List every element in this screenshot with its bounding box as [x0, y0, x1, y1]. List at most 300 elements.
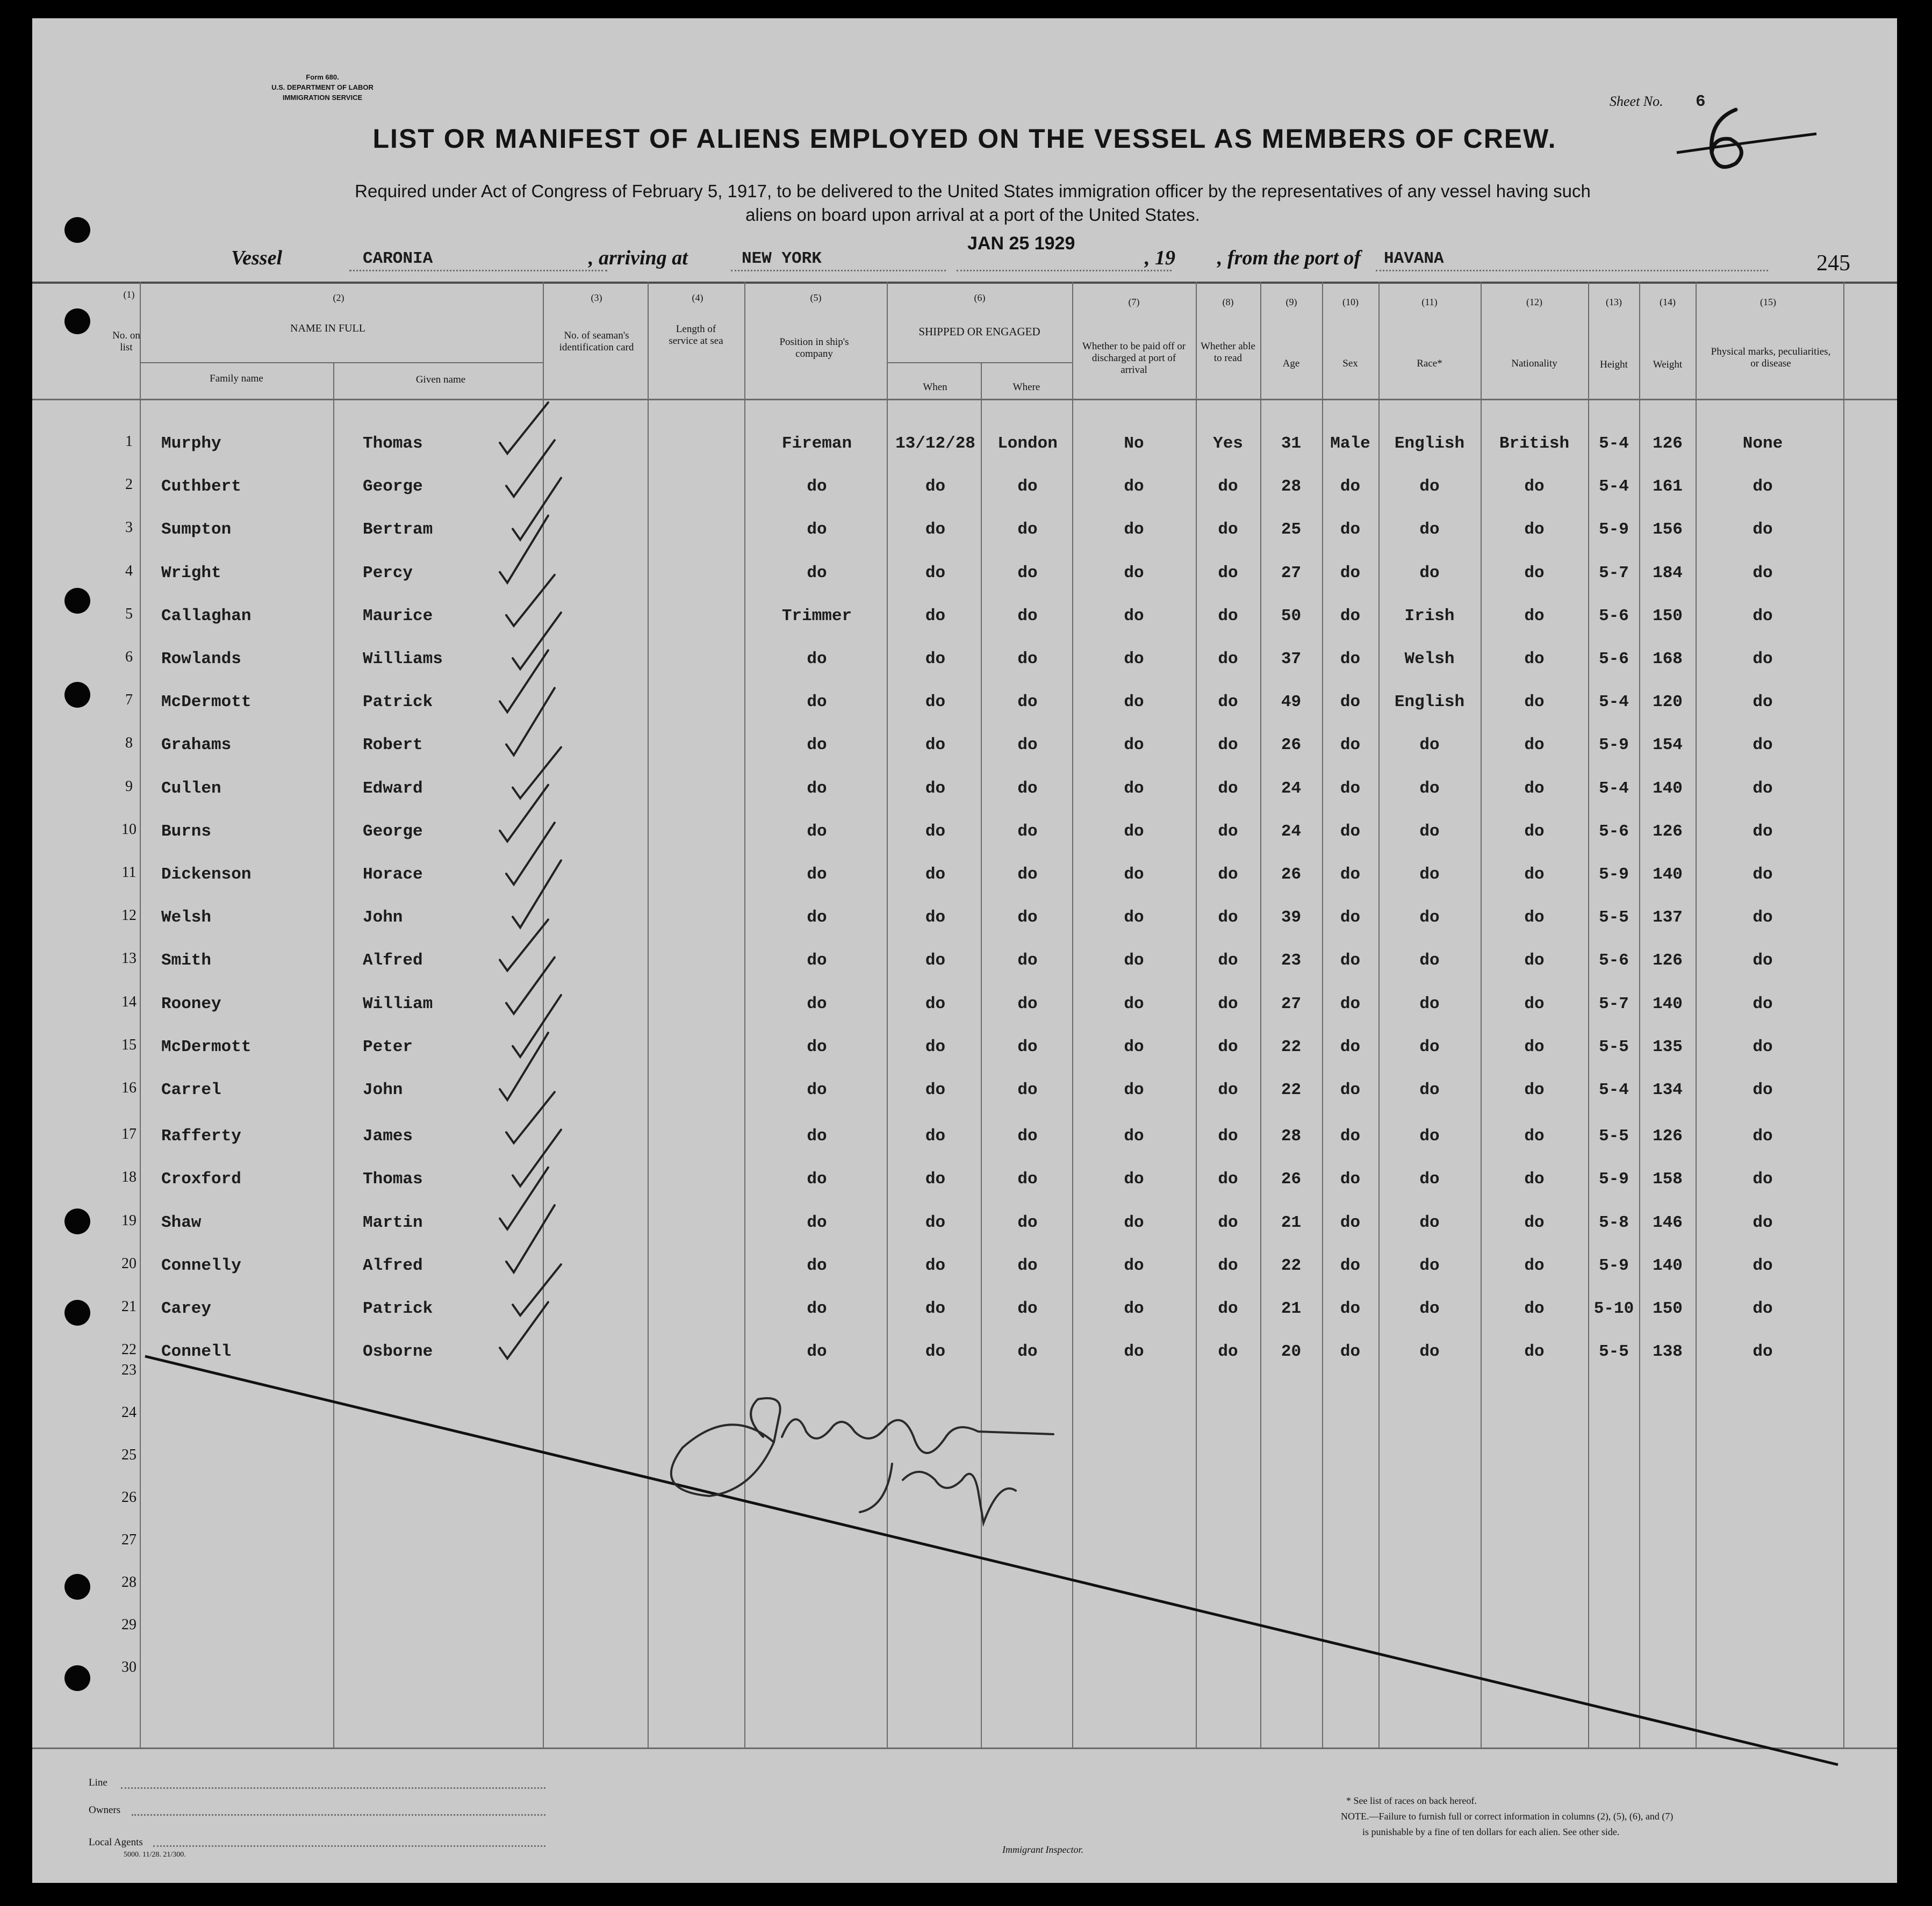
cell-when: do: [925, 994, 946, 1013]
cell-read: do: [1218, 779, 1238, 798]
cell-when: do: [925, 1170, 946, 1189]
cell-n: 12: [121, 907, 137, 924]
col-number: (15): [1760, 297, 1776, 307]
cell-family: Wright: [161, 563, 221, 582]
empty-row-number: 24: [121, 1404, 137, 1421]
header-paid-off: Whether to be paid off or discharged at port of arrival: [1082, 341, 1186, 376]
cell-paid: do: [1124, 1170, 1144, 1189]
cell-given: Robert: [363, 736, 423, 755]
cell-weight: 184: [1653, 563, 1683, 582]
cell-read: do: [1218, 736, 1238, 755]
col-number: (11): [1421, 297, 1438, 307]
cell-n: 5: [125, 605, 133, 622]
col-number: (7): [1128, 297, 1140, 307]
cell-height: 5-6: [1599, 650, 1629, 668]
checkmarks: [500, 402, 561, 1358]
cell-family: Sumpton: [161, 520, 232, 540]
cell-family: Grahams: [161, 736, 232, 755]
cell-race: do: [1419, 1342, 1440, 1362]
cell-n: 4: [125, 562, 133, 579]
cell-where: do: [1017, 650, 1038, 668]
cell-race: do: [1419, 1299, 1440, 1318]
cell-race: do: [1419, 779, 1440, 798]
cell-when: do: [925, 563, 946, 582]
checkmark-icon: [506, 1205, 555, 1272]
cell-nat: do: [1524, 736, 1545, 755]
cell-weight: 154: [1653, 736, 1683, 755]
cell-given: Peter: [363, 1037, 413, 1056]
cell-nat: do: [1524, 1213, 1545, 1232]
cell-weight: 138: [1653, 1342, 1683, 1362]
note-line-1: NOTE.—Failure to furnish full or correct information in columns (2), (5), (6), and (7): [1341, 1811, 1674, 1822]
cell-family: Smith: [161, 951, 212, 970]
cell-paid: do: [1124, 693, 1144, 712]
empty-row-number: 26: [121, 1489, 137, 1506]
page-title: LIST OR MANIFEST OF ALIENS EMPLOYED ON THE VESSEL AS MEMBERS OF CREW.: [372, 124, 1557, 154]
cell-age: 37: [1281, 650, 1302, 668]
cell-weight: 158: [1653, 1170, 1683, 1189]
cell-paid: do: [1124, 1127, 1144, 1146]
checkmark-icon: [506, 1092, 555, 1143]
cell-marks: do: [1753, 477, 1773, 497]
year-label: , 19: [1145, 247, 1175, 269]
cell-given: Alfred: [363, 1256, 423, 1275]
cell-where: do: [1017, 951, 1038, 970]
vessel-name: CARONIA: [363, 249, 433, 268]
cell-read: do: [1218, 1342, 1238, 1362]
cell-height: 5-5: [1599, 1342, 1629, 1362]
cell-read: Yes: [1213, 434, 1243, 453]
cell-paid: do: [1124, 865, 1144, 884]
cell-sex: do: [1340, 606, 1361, 625]
cell-marks: do: [1753, 908, 1773, 927]
cell-read: do: [1218, 650, 1238, 668]
cell-paid: do: [1124, 477, 1144, 497]
cell-n: 22: [121, 1341, 137, 1358]
cell-position: do: [807, 779, 827, 798]
cell-nat: do: [1524, 951, 1545, 970]
col-number: (4): [692, 292, 703, 303]
cell-age: 27: [1281, 994, 1302, 1013]
cell-read: do: [1218, 908, 1238, 927]
form-number: Form 680.: [306, 73, 339, 81]
cell-weight: 135: [1653, 1037, 1683, 1056]
cell-age: 23: [1281, 951, 1302, 970]
cell-read: do: [1218, 994, 1238, 1013]
cell-age: 20: [1281, 1342, 1302, 1362]
cell-sex: do: [1340, 1170, 1361, 1189]
cell-marks: do: [1753, 1037, 1773, 1056]
cell-age: 25: [1281, 520, 1302, 540]
cell-when: do: [925, 477, 946, 497]
cell-given: George: [363, 822, 423, 841]
cell-age: 50: [1281, 606, 1302, 625]
header-id-card: No. of seaman's identification card: [559, 330, 634, 353]
cell-age: 22: [1281, 1081, 1302, 1099]
cell-position: do: [807, 1299, 827, 1318]
header-length-service: Length of service at sea: [669, 323, 723, 347]
cell-age: 22: [1281, 1256, 1302, 1275]
header-position: Position in ship's company: [779, 336, 849, 359]
checkmark-icon: [500, 1033, 548, 1100]
checkmark-icon: [513, 1264, 561, 1315]
cell-height: 5-9: [1599, 520, 1629, 540]
cell-weight: 126: [1653, 434, 1683, 453]
cell-family: Rafferty: [161, 1127, 241, 1146]
cell-when: do: [925, 520, 946, 540]
cell-sex: do: [1340, 477, 1361, 497]
col-number: (2): [333, 292, 344, 303]
cell-sex: do: [1340, 822, 1361, 841]
cell-where: do: [1017, 822, 1038, 841]
cell-nat: do: [1524, 1170, 1545, 1189]
cell-paid: No: [1124, 434, 1144, 453]
cell-family: Carey: [161, 1299, 212, 1318]
cell-marks: do: [1753, 1127, 1773, 1146]
note-line-2: is punishable by a fine of ten dollars for each alien. See other side.: [1362, 1826, 1620, 1837]
cell-n: 17: [121, 1126, 137, 1143]
cell-marks: do: [1753, 606, 1773, 625]
cell-nat: do: [1524, 1037, 1545, 1056]
cell-height: 5-5: [1599, 908, 1629, 927]
cell-when: do: [925, 865, 946, 884]
cell-read: do: [1218, 520, 1238, 540]
cell-height: 5-7: [1599, 994, 1629, 1013]
cell-race: do: [1419, 1170, 1440, 1189]
cell-paid: do: [1124, 736, 1144, 755]
service-name: IMMIGRATION SERVICE: [282, 93, 363, 102]
col-number: (5): [810, 292, 822, 303]
header-able-read: Whether able to read: [1201, 341, 1255, 364]
cell-sex: do: [1340, 650, 1361, 668]
cell-position: do: [807, 1170, 827, 1189]
footer-owners-label: Owners: [89, 1804, 121, 1816]
cell-when: do: [925, 606, 946, 625]
cell-n: 11: [121, 864, 137, 881]
cell-age: 26: [1281, 1170, 1302, 1189]
cell-position: do: [807, 650, 827, 668]
header-height: Height: [1600, 359, 1628, 370]
cell-marks: do: [1753, 822, 1773, 841]
footer-line-label: Line: [89, 1777, 107, 1788]
cell-where: do: [1017, 994, 1038, 1013]
cell-sex: do: [1340, 1213, 1361, 1232]
cell-read: do: [1218, 1127, 1238, 1146]
cell-paid: do: [1124, 822, 1144, 841]
cell-nat: do: [1524, 865, 1545, 884]
header-age: Age: [1282, 358, 1300, 369]
cell-nat: do: [1524, 779, 1545, 798]
cell-where: do: [1017, 865, 1038, 884]
cell-position: Fireman: [781, 434, 852, 453]
cell-paid: do: [1124, 563, 1144, 582]
cell-age: 21: [1281, 1299, 1302, 1318]
cell-family: Rooney: [161, 994, 221, 1013]
header-marks: Physical marks, peculiarities, or disease: [1711, 346, 1831, 369]
checkmark-icon: [506, 440, 555, 497]
cell-age: 24: [1281, 779, 1302, 798]
cell-position: do: [807, 1342, 827, 1362]
cell-paid: do: [1124, 1037, 1144, 1056]
cell-weight: 161: [1653, 477, 1683, 497]
cell-height: 5-4: [1599, 1081, 1629, 1099]
date-stamp: JAN 25 1929: [967, 233, 1075, 254]
header-name-in-full: NAME IN FULL: [290, 322, 365, 334]
cell-marks: do: [1753, 1342, 1773, 1362]
cell-weight: 150: [1653, 1299, 1683, 1318]
cell-height: 5-4: [1599, 477, 1629, 497]
cell-position: do: [807, 865, 827, 884]
col-number: (6): [974, 292, 986, 303]
cell-given: Bertram: [363, 520, 433, 540]
cell-marks: do: [1753, 563, 1773, 582]
cell-given: Martin: [363, 1213, 423, 1232]
cell-paid: do: [1124, 606, 1144, 625]
cell-when: do: [925, 1299, 946, 1318]
cell-marks: do: [1753, 994, 1773, 1013]
cell-height: 5-6: [1599, 951, 1629, 970]
cell-nat: do: [1524, 822, 1545, 841]
cell-n: 2: [125, 476, 133, 493]
cell-weight: 150: [1653, 606, 1683, 625]
cell-race: Welsh: [1404, 650, 1455, 668]
cell-position: do: [807, 951, 827, 970]
cell-height: 5-6: [1599, 606, 1629, 625]
empty-row-number: 25: [121, 1447, 137, 1463]
cell-race: do: [1419, 1256, 1440, 1275]
empty-row-number: 28: [121, 1574, 137, 1591]
col-number: (13): [1606, 297, 1622, 307]
cell-where: do: [1017, 1127, 1038, 1146]
checkmark-icon: [500, 402, 548, 454]
cell-race: English: [1394, 693, 1465, 712]
cell-when: do: [925, 822, 946, 841]
cell-n: 16: [121, 1080, 137, 1096]
cell-paid: do: [1124, 951, 1144, 970]
cell-family: McDermott: [161, 1037, 252, 1056]
cell-sex: do: [1340, 1081, 1361, 1099]
subtitle-line-1: Required under Act of Congress of February 5, 1917, to be delivered to the United States immigration officer by the representatives of any vessel having such: [355, 181, 1591, 201]
cell-given: Alfred: [363, 951, 423, 970]
cell-paid: do: [1124, 994, 1144, 1013]
cell-n: 20: [121, 1255, 137, 1272]
cell-weight: 134: [1653, 1081, 1683, 1099]
cell-given: Williams: [363, 650, 443, 668]
cell-family: Connelly: [161, 1256, 241, 1275]
cell-nat: do: [1524, 1256, 1545, 1275]
cell-n: 1: [125, 433, 133, 450]
races-note: * See list of races on back hereof.: [1346, 1795, 1477, 1806]
cell-paid: do: [1124, 908, 1144, 927]
cell-n: 21: [121, 1298, 137, 1315]
cell-paid: do: [1124, 1299, 1144, 1318]
cell-family: Callaghan: [161, 606, 252, 625]
cell-weight: 140: [1653, 865, 1683, 884]
cell-where: do: [1017, 1170, 1038, 1189]
checkmark-icon: [513, 1130, 561, 1186]
cell-n: 3: [125, 519, 133, 536]
cell-marks: do: [1753, 1170, 1773, 1189]
cell-marks: do: [1753, 865, 1773, 884]
cell-weight: 126: [1653, 1127, 1683, 1146]
cell-sex: do: [1340, 1256, 1361, 1275]
cell-height: 5-9: [1599, 1170, 1629, 1189]
cell-race: do: [1419, 865, 1440, 884]
cell-position: do: [807, 1213, 827, 1232]
cell-age: 28: [1281, 477, 1302, 497]
cell-weight: 126: [1653, 822, 1683, 841]
cell-where: do: [1017, 693, 1038, 712]
cell-when: do: [925, 1081, 946, 1099]
cell-read: do: [1218, 822, 1238, 841]
cell-marks: do: [1753, 1256, 1773, 1275]
cell-race: English: [1394, 434, 1465, 453]
checkmark-icon: [513, 860, 561, 927]
print-code: 5000. 11/28. 21/300.: [124, 1851, 186, 1859]
cell-nat: do: [1524, 1342, 1545, 1362]
cell-given: Edward: [363, 779, 423, 798]
cell-where: do: [1017, 477, 1038, 497]
checkmark-icon: [513, 613, 561, 669]
col-number: (14): [1660, 297, 1676, 307]
cell-family: Burns: [161, 822, 212, 841]
header-no-on-list: No. on list: [112, 330, 140, 353]
cell-race: do: [1419, 1213, 1440, 1232]
cell-race: do: [1419, 994, 1440, 1013]
empty-row-number: 27: [121, 1531, 137, 1548]
col-number: (8): [1222, 297, 1234, 307]
inspector-label: Immigrant Inspector.: [1002, 1844, 1083, 1855]
cell-age: 26: [1281, 865, 1302, 884]
from-port: HAVANA: [1384, 249, 1444, 268]
cell-where: do: [1017, 1037, 1038, 1056]
cell-paid: do: [1124, 1213, 1144, 1232]
cell-paid: do: [1124, 650, 1144, 668]
cell-nat: do: [1524, 606, 1545, 625]
cell-where: do: [1017, 908, 1038, 927]
cell-position: do: [807, 1127, 827, 1146]
cell-height: 5-9: [1599, 736, 1629, 755]
cell-position: do: [807, 693, 827, 712]
cell-n: 19: [121, 1212, 137, 1229]
cell-nat: do: [1524, 908, 1545, 927]
cell-sex: Male: [1330, 434, 1370, 453]
cell-position: do: [807, 520, 827, 540]
cell-family: Carrel: [161, 1081, 221, 1099]
cell-age: 39: [1281, 908, 1302, 927]
cell-race: do: [1419, 736, 1440, 755]
cell-given: Thomas: [363, 434, 423, 453]
cell-n: 8: [125, 735, 133, 752]
cell-marks: do: [1753, 520, 1773, 540]
empty-row-number: 29: [121, 1616, 137, 1633]
cell-height: 5-4: [1599, 434, 1629, 453]
from-label: , from the port of: [1217, 247, 1361, 269]
cell-marks: do: [1753, 1299, 1773, 1318]
cell-race: do: [1419, 1127, 1440, 1146]
cell-race: Irish: [1404, 606, 1455, 625]
cell-age: 26: [1281, 736, 1302, 755]
cell-where: do: [1017, 779, 1038, 798]
cell-paid: do: [1124, 520, 1144, 540]
header-where: Where: [1012, 382, 1040, 393]
cell-marks: do: [1753, 736, 1773, 755]
cell-marks: do: [1753, 1081, 1773, 1099]
page-number: 245: [1816, 251, 1850, 276]
cell-position: do: [807, 1256, 827, 1275]
cell-given: George: [363, 477, 423, 497]
cell-position: do: [807, 563, 827, 582]
cell-sex: do: [1340, 693, 1361, 712]
col-number: (1): [123, 289, 135, 300]
cell-race: do: [1419, 563, 1440, 582]
col-number: (10): [1342, 297, 1359, 307]
cell-position: Trimmer: [781, 606, 852, 625]
footer-agents-label: Local Agents: [89, 1837, 143, 1848]
cell-nat: British: [1499, 434, 1570, 453]
cell-where: do: [1017, 1342, 1038, 1362]
cell-given: Percy: [363, 563, 413, 582]
checkmark-icon: [500, 919, 548, 970]
checkmark-icon: [506, 575, 555, 626]
cell-race: do: [1419, 1081, 1440, 1099]
strike-line: [145, 1356, 1838, 1765]
sheet-no-label: Sheet No.: [1610, 93, 1663, 109]
handwriting-overlay: [32, 18, 1897, 1883]
cell-age: 27: [1281, 563, 1302, 582]
cell-sex: do: [1340, 1127, 1361, 1146]
header-race: Race*: [1417, 358, 1442, 369]
cell-given: Osborne: [363, 1342, 433, 1362]
cell-read: do: [1218, 606, 1238, 625]
header-nationality: Nationality: [1511, 358, 1557, 369]
cell-sex: do: [1340, 520, 1361, 540]
cell-where: do: [1017, 1081, 1038, 1099]
cell-read: do: [1218, 1037, 1238, 1056]
cell-read: do: [1218, 693, 1238, 712]
cell-where: do: [1017, 1213, 1038, 1232]
cell-sex: do: [1340, 736, 1361, 755]
cell-paid: do: [1124, 779, 1144, 798]
cell-when: do: [925, 736, 946, 755]
cell-race: do: [1419, 908, 1440, 927]
cell-nat: do: [1524, 1081, 1545, 1099]
cell-weight: 140: [1653, 994, 1683, 1013]
cell-weight: 156: [1653, 520, 1683, 540]
cell-when: do: [925, 908, 946, 927]
cell-weight: 126: [1653, 951, 1683, 970]
cell-family: Welsh: [161, 908, 212, 927]
cell-race: do: [1419, 477, 1440, 497]
cell-read: do: [1218, 951, 1238, 970]
header-given-name: Given name: [415, 374, 466, 385]
cell-sex: do: [1340, 951, 1361, 970]
cell-when: 13/12/28: [895, 434, 975, 453]
cell-height: 5-5: [1599, 1037, 1629, 1056]
cell-when: do: [925, 1342, 946, 1362]
cell-n: 7: [125, 692, 133, 709]
cell-marks: do: [1753, 951, 1773, 970]
cell-family: Shaw: [161, 1213, 202, 1232]
cell-height: 5-5: [1599, 1127, 1629, 1146]
cell-given: John: [363, 908, 403, 927]
cell-family: Rowlands: [161, 650, 241, 668]
cell-position: do: [807, 908, 827, 927]
cell-sex: do: [1340, 779, 1361, 798]
cell-height: 5-9: [1599, 865, 1629, 884]
cell-marks: do: [1753, 779, 1773, 798]
header-family-name: Family name: [210, 373, 263, 384]
